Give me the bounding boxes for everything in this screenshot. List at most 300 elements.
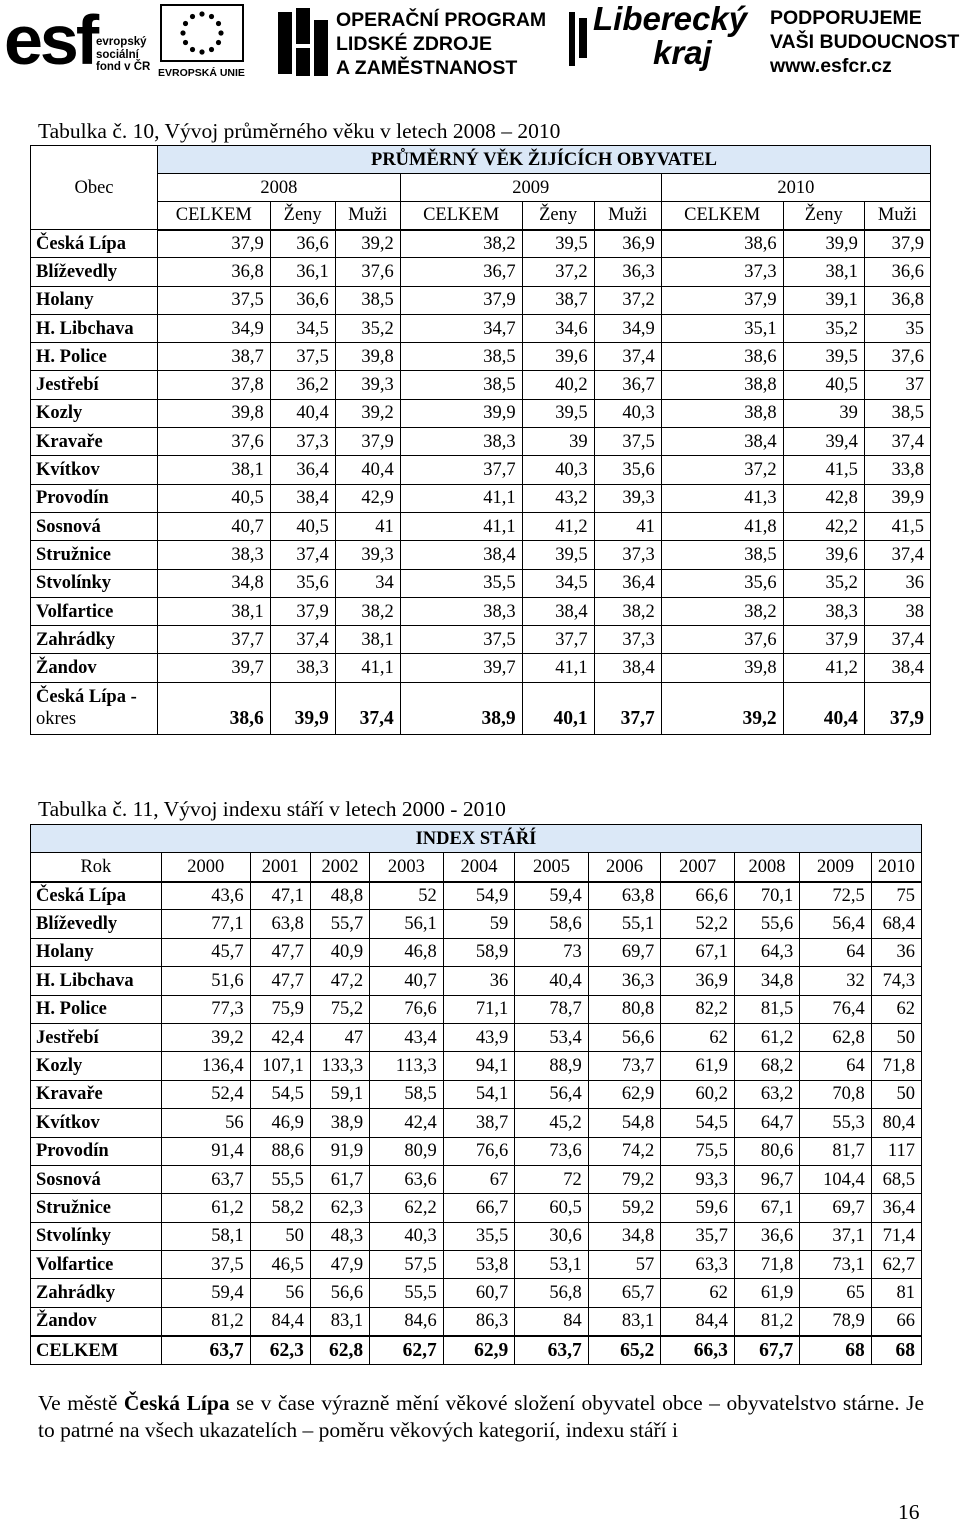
table-row	[31, 399, 931, 427]
table-cell: 39,2	[335, 399, 400, 427]
table-cell: 39,2	[661, 682, 783, 734]
table-cell: 38,7	[157, 343, 270, 371]
table-cell: 88,9	[515, 1052, 589, 1080]
table-cell: 60,5	[515, 1194, 589, 1222]
table-cell: 81,2	[161, 1307, 250, 1335]
table10-year-header: 2010	[661, 174, 930, 202]
table-cell: 36,9	[594, 230, 661, 258]
table-cell: 61,9	[661, 1052, 735, 1080]
table-cell: 65,7	[588, 1279, 661, 1307]
table-cell: 47	[310, 1023, 369, 1051]
table-cell: 78,7	[515, 995, 589, 1023]
esf-logo-text	[96, 36, 150, 74]
table11-banner: INDEX STÁŘÍ	[31, 825, 922, 853]
table10-year-header: 2008	[157, 174, 400, 202]
table-cell: 91,9	[310, 1137, 369, 1165]
table-cell: 36,8	[157, 258, 270, 286]
row-label: Zahrádky	[31, 626, 158, 654]
table-cell: 55,1	[588, 910, 661, 938]
table-cell: 38,7	[443, 1109, 515, 1137]
table10-obec-header: Obec	[31, 146, 158, 230]
table10-subheader: Ženy	[783, 202, 864, 230]
table-cell: 107,1	[250, 1052, 310, 1080]
table11-year-header: 2007	[661, 853, 735, 882]
table-cell: 34,5	[270, 314, 335, 342]
table-cell: 36,6	[734, 1222, 799, 1250]
table-cell: 35,5	[400, 569, 522, 597]
table-cell: 38,6	[157, 682, 270, 734]
table-cell: 74,2	[588, 1137, 661, 1165]
table-row	[31, 569, 931, 597]
table-cell: 68,2	[734, 1052, 799, 1080]
table-cell: 65	[800, 1279, 872, 1307]
table-cell: 38,4	[522, 597, 594, 625]
table-row	[31, 1194, 922, 1222]
table-cell: 37,9	[335, 428, 400, 456]
table-cell: 36,3	[588, 967, 661, 995]
oplzz-logo	[276, 4, 546, 82]
table-row	[31, 230, 931, 258]
table-cell: 39,9	[270, 682, 335, 734]
table-cell: 40,5	[157, 484, 270, 512]
table-cell: 66,6	[661, 882, 735, 910]
table-cell: 37,8	[157, 371, 270, 399]
oplzz-line: OPERAČNÍ PROGRAM	[336, 9, 547, 31]
row-label: Kravaře	[31, 428, 158, 456]
table-cell: 70,8	[800, 1080, 872, 1108]
esf-line: evropský	[96, 36, 147, 48]
table-cell: 39,2	[161, 1023, 250, 1051]
table-cell: 38,9	[310, 1109, 369, 1137]
table-cell: 81,2	[734, 1307, 799, 1335]
table-cell: 35,2	[335, 314, 400, 342]
table-cell: 77,1	[161, 910, 250, 938]
table-row	[31, 1052, 922, 1080]
row-label: Volfartice	[31, 597, 158, 625]
row-label: Sosnová	[31, 1165, 162, 1193]
eu-logo-text: EVROPSKÁ UNIE	[158, 67, 245, 79]
table-cell: 30,6	[515, 1222, 589, 1250]
table-cell: 45,7	[161, 938, 250, 966]
table-cell: 84,6	[370, 1307, 444, 1335]
table-cell: 63,7	[161, 1165, 250, 1193]
table-cell: 37,3	[594, 626, 661, 654]
table11-year-header: 2010	[871, 853, 921, 882]
table-cell: 38,8	[661, 371, 783, 399]
table-cell: 39	[522, 428, 594, 456]
table11-year-header: 2005	[515, 853, 589, 882]
table-cell: 42,4	[370, 1109, 444, 1137]
table-cell: 67	[443, 1165, 515, 1193]
table-cell: 62,3	[250, 1336, 310, 1365]
table-cell: 39,5	[522, 230, 594, 258]
table-cell: 39,7	[400, 654, 522, 682]
table-cell: 133,3	[310, 1052, 369, 1080]
table-cell: 43,2	[522, 484, 594, 512]
table-cell: 38,1	[335, 626, 400, 654]
table-cell: 63,8	[588, 882, 661, 910]
table-cell: 47,9	[310, 1251, 369, 1279]
table-cell: 75,2	[310, 995, 369, 1023]
table-row	[31, 258, 931, 286]
table-row	[31, 597, 931, 625]
table-row	[31, 882, 922, 910]
table-cell: 40,1	[522, 682, 594, 734]
table-cell: 84	[515, 1307, 589, 1335]
table-cell: 39,7	[157, 654, 270, 682]
table-cell: 39,5	[522, 399, 594, 427]
table-cell: 42,4	[250, 1023, 310, 1051]
table-cell: 96,7	[734, 1165, 799, 1193]
table-cell: 88,6	[250, 1137, 310, 1165]
table-cell: 64	[800, 1052, 872, 1080]
table-cell: 37,9	[270, 597, 335, 625]
table-cell: 40,3	[522, 456, 594, 484]
table-cell: 55,7	[310, 910, 369, 938]
table-cell: 136,4	[161, 1052, 250, 1080]
table-row	[31, 371, 931, 399]
table-cell: 62,8	[800, 1023, 872, 1051]
oplzz-line: LIDSKÉ ZDROJE	[336, 33, 493, 55]
table-cell: 53,1	[515, 1251, 589, 1279]
table-cell: 38,1	[783, 258, 864, 286]
table-cell: 56,4	[515, 1080, 589, 1108]
pv-line: www.esfcr.cz	[770, 55, 892, 77]
table-cell: 37,5	[157, 286, 270, 314]
row-label: Žandov	[31, 654, 158, 682]
row-label	[31, 682, 158, 734]
table-cell: 38,4	[400, 541, 522, 569]
table-cell: 39,4	[783, 428, 864, 456]
table-cell: 39,8	[661, 654, 783, 682]
table-cell: 52,4	[161, 1080, 250, 1108]
row-label: Kvítkov	[31, 456, 158, 484]
row-label: Volfartice	[31, 1251, 162, 1279]
row-label: Kvítkov	[31, 1109, 162, 1137]
table-cell: 37,3	[594, 541, 661, 569]
table-cell: 38,2	[400, 230, 522, 258]
eu-flag-icon	[160, 4, 244, 62]
table-cell: 66,3	[661, 1336, 735, 1365]
table-cell: 57	[588, 1251, 661, 1279]
table-cell: 37,3	[270, 428, 335, 456]
table-cell: 54,8	[588, 1109, 661, 1137]
table-cell: 37,9	[157, 230, 270, 258]
table-row	[31, 456, 931, 484]
table-cell: 36,4	[594, 569, 661, 597]
row-label: H. Police	[31, 995, 162, 1023]
table10-subheader: CELKEM	[400, 202, 522, 230]
table-cell: 93,3	[661, 1165, 735, 1193]
table-cell: 62,7	[871, 1251, 921, 1279]
table-cell: 47,7	[250, 938, 310, 966]
row-label: Zahrádky	[31, 1279, 162, 1307]
table-cell: 38,5	[400, 371, 522, 399]
table-cell: 37,7	[594, 682, 661, 734]
table-cell: 39,3	[335, 371, 400, 399]
table10-caption: Tabulka č. 10, Vývoj průměrného věku v letech 2008 – 2010	[38, 119, 561, 143]
table-cell: 37,9	[783, 626, 864, 654]
table-cell: 42,2	[783, 512, 864, 540]
table-row	[31, 1222, 922, 1250]
table-cell: 55,5	[370, 1279, 444, 1307]
table-cell: 34,9	[157, 314, 270, 342]
table-cell: 38,3	[400, 597, 522, 625]
table-cell: 47,1	[250, 882, 310, 910]
table-cell: 41	[335, 512, 400, 540]
table-cell: 68,5	[871, 1165, 921, 1193]
table11-year-header: 2004	[443, 853, 515, 882]
table-cell: 41,3	[661, 484, 783, 512]
row-label: Jestřebí	[31, 371, 158, 399]
table-cell: 40,7	[157, 512, 270, 540]
table-cell: 56,6	[310, 1279, 369, 1307]
row-label: Sosnová	[31, 512, 158, 540]
table-cell: 35,2	[783, 569, 864, 597]
row-label-line: Česká Lípa -	[36, 687, 137, 708]
table-cell: 50	[871, 1080, 921, 1108]
table-cell: 43,6	[161, 882, 250, 910]
table-cell: 80,9	[370, 1137, 444, 1165]
table-cell: 59,2	[588, 1194, 661, 1222]
table-cell: 63,7	[161, 1336, 250, 1365]
table-row	[31, 343, 931, 371]
row-label: Stvolínky	[31, 569, 158, 597]
table-cell: 47,2	[310, 967, 369, 995]
table-row	[31, 1137, 922, 1165]
oplzz-mark-icon	[276, 6, 330, 80]
table-cell: 37,3	[661, 258, 783, 286]
table11-year-header: 2001	[250, 853, 310, 882]
table-cell: 34	[335, 569, 400, 597]
row-label: Kozly	[31, 1052, 162, 1080]
table-cell: 42,9	[335, 484, 400, 512]
row-label: Česká Lípa	[31, 230, 158, 258]
table-cell: 42,8	[783, 484, 864, 512]
table-cell: 35,6	[594, 456, 661, 484]
table10-subheader: Ženy	[270, 202, 335, 230]
table-cell: 73,7	[588, 1052, 661, 1080]
table11-year-header: 2006	[588, 853, 661, 882]
table-cell: 63,7	[515, 1336, 589, 1365]
table-row-total	[31, 682, 931, 734]
eu-logo	[158, 4, 250, 82]
row-label: Provodín	[31, 1137, 162, 1165]
table-cell: 72	[515, 1165, 589, 1193]
table-cell: 62,8	[310, 1336, 369, 1365]
table-cell: 40,4	[783, 682, 864, 734]
logo-strip	[0, 0, 960, 95]
table-row	[31, 1080, 922, 1108]
row-label: Holany	[31, 286, 158, 314]
row-label: H. Libchava	[31, 314, 158, 342]
table-cell: 59	[443, 910, 515, 938]
table-cell: 70,1	[734, 882, 799, 910]
table-row	[31, 910, 922, 938]
pv-line: VAŠI BUDOUCNOST	[770, 31, 960, 53]
table-cell: 58,5	[370, 1080, 444, 1108]
table-cell: 37,4	[594, 343, 661, 371]
table-cell: 61,9	[734, 1279, 799, 1307]
table-row	[31, 1251, 922, 1279]
table-cell: 38,4	[270, 484, 335, 512]
table-cell: 38	[864, 597, 930, 625]
table-cell: 41,1	[400, 484, 522, 512]
table-cell: 84,4	[250, 1307, 310, 1335]
table-cell: 68	[871, 1336, 921, 1365]
paragraph-text: Ve městě	[38, 1391, 124, 1415]
table-cell: 38,3	[270, 654, 335, 682]
table-cell: 40,7	[370, 967, 444, 995]
table-cell: 117	[871, 1137, 921, 1165]
table-cell: 62,7	[370, 1336, 444, 1365]
table-cell: 37,7	[157, 626, 270, 654]
table10-subheader: Muži	[335, 202, 400, 230]
table-cell: 38,5	[335, 286, 400, 314]
table-row	[31, 1279, 922, 1307]
table-cell: 62,2	[370, 1194, 444, 1222]
table-cell: 91,4	[161, 1137, 250, 1165]
table-cell: 73	[515, 938, 589, 966]
table-cell: 39,9	[864, 484, 930, 512]
table-cell: 40,3	[370, 1222, 444, 1250]
table-cell: 75,9	[250, 995, 310, 1023]
table-cell: 83,1	[310, 1307, 369, 1335]
table-cell: 37,4	[270, 541, 335, 569]
table-cell: 76,6	[370, 995, 444, 1023]
table-cell: 53,4	[515, 1023, 589, 1051]
table11-rok-header: Rok	[31, 853, 162, 882]
table-cell: 35,2	[783, 314, 864, 342]
table-cell: 34,9	[594, 314, 661, 342]
table-cell: 38,1	[157, 456, 270, 484]
table-cell: 37,5	[161, 1251, 250, 1279]
table-cell: 55,5	[250, 1165, 310, 1193]
table-cell: 38,2	[335, 597, 400, 625]
table-cell: 35,7	[661, 1222, 735, 1250]
table-cell: 55,3	[800, 1109, 872, 1137]
table-cell: 52,2	[661, 910, 735, 938]
table10-subheader: Ženy	[522, 202, 594, 230]
table-cell: 40,2	[522, 371, 594, 399]
table-cell: 63,6	[370, 1165, 444, 1193]
table-cell: 35,1	[661, 314, 783, 342]
table-cell: 37,2	[522, 258, 594, 286]
pv-line: PODPORUJEME	[770, 7, 922, 29]
table-cell: 76,4	[800, 995, 872, 1023]
table-cell: 36,7	[400, 258, 522, 286]
table-cell: 81,7	[800, 1137, 872, 1165]
oplzz-logo-text	[336, 8, 546, 80]
table-cell: 39,6	[783, 541, 864, 569]
table-cell: 39,2	[335, 230, 400, 258]
row-label: Blíževedly	[31, 258, 158, 286]
table-cell: 40,9	[310, 938, 369, 966]
table-cell: 62	[871, 995, 921, 1023]
table-cell: 40,3	[594, 399, 661, 427]
table-cell: 60,2	[661, 1080, 735, 1108]
table-cell: 77,3	[161, 995, 250, 1023]
liberecky-kraj-mark-icon	[565, 8, 591, 70]
table-cell: 56	[250, 1279, 310, 1307]
table-cell: 43,9	[443, 1023, 515, 1051]
table-cell: 80,4	[871, 1109, 921, 1137]
table-cell: 36,1	[270, 258, 335, 286]
table-cell: 55,6	[734, 910, 799, 938]
table-cell: 38,4	[661, 428, 783, 456]
table-cell: 34,8	[588, 1222, 661, 1250]
table-cell: 37,6	[864, 343, 930, 371]
table-cell: 84,4	[661, 1307, 735, 1335]
table-cell: 41,1	[522, 654, 594, 682]
table-cell: 72,5	[800, 882, 872, 910]
table-cell: 36	[871, 938, 921, 966]
table-cell: 38,9	[400, 682, 522, 734]
table-cell: 37,2	[594, 286, 661, 314]
table-cell: 74,3	[871, 967, 921, 995]
row-label: Kozly	[31, 399, 158, 427]
table-cell: 58,9	[443, 938, 515, 966]
table10-banner: PRŮMĚRNÝ VĚK ŽIJÍCÍCH OBYVATEL	[157, 146, 930, 174]
row-label: H. Libchava	[31, 967, 162, 995]
table-cell: 38,4	[594, 654, 661, 682]
row-label: H. Police	[31, 343, 158, 371]
table-cell: 36	[864, 569, 930, 597]
table-cell: 66,7	[443, 1194, 515, 1222]
table-cell: 39,3	[335, 541, 400, 569]
table-cell: 113,3	[370, 1052, 444, 1080]
table-cell: 104,4	[800, 1165, 872, 1193]
table-row	[31, 428, 931, 456]
table-cell: 37,6	[157, 428, 270, 456]
table-cell: 36,9	[661, 967, 735, 995]
table-cell: 81,5	[734, 995, 799, 1023]
table-cell: 37,4	[864, 428, 930, 456]
table-cell: 35	[864, 314, 930, 342]
table10-subheader: CELKEM	[661, 202, 783, 230]
table-cell: 37,9	[400, 286, 522, 314]
table-cell: 56	[161, 1109, 250, 1137]
row-label: Provodín	[31, 484, 158, 512]
table-cell: 62	[661, 1023, 735, 1051]
table-cell: 56,1	[370, 910, 444, 938]
table-cell: 58,6	[515, 910, 589, 938]
table-cell: 79,2	[588, 1165, 661, 1193]
table-cell: 38,1	[157, 597, 270, 625]
table-cell: 58,2	[250, 1194, 310, 1222]
table-cell: 37,7	[522, 626, 594, 654]
table-row	[31, 938, 922, 966]
table-cell: 64	[800, 938, 872, 966]
table-cell: 36,2	[270, 371, 335, 399]
table-cell: 37,6	[335, 258, 400, 286]
table-cell: 39,8	[157, 399, 270, 427]
table-cell: 80,6	[734, 1137, 799, 1165]
table-cell: 67,7	[734, 1336, 799, 1365]
lk-line: kraj	[653, 34, 712, 71]
oplzz-line: A ZAMĚSTNANOST	[336, 57, 518, 79]
table10-subheader: Muži	[594, 202, 661, 230]
table-row	[31, 967, 922, 995]
table-cell: 69,7	[588, 938, 661, 966]
table-cell: 37,4	[335, 682, 400, 734]
table-cell: 50	[250, 1222, 310, 1250]
table10-subheader: CELKEM	[157, 202, 270, 230]
table-cell: 38,7	[522, 286, 594, 314]
row-label: Kravaře	[31, 1080, 162, 1108]
table-cell: 47,7	[250, 967, 310, 995]
table-cell: 63,3	[661, 1251, 735, 1279]
